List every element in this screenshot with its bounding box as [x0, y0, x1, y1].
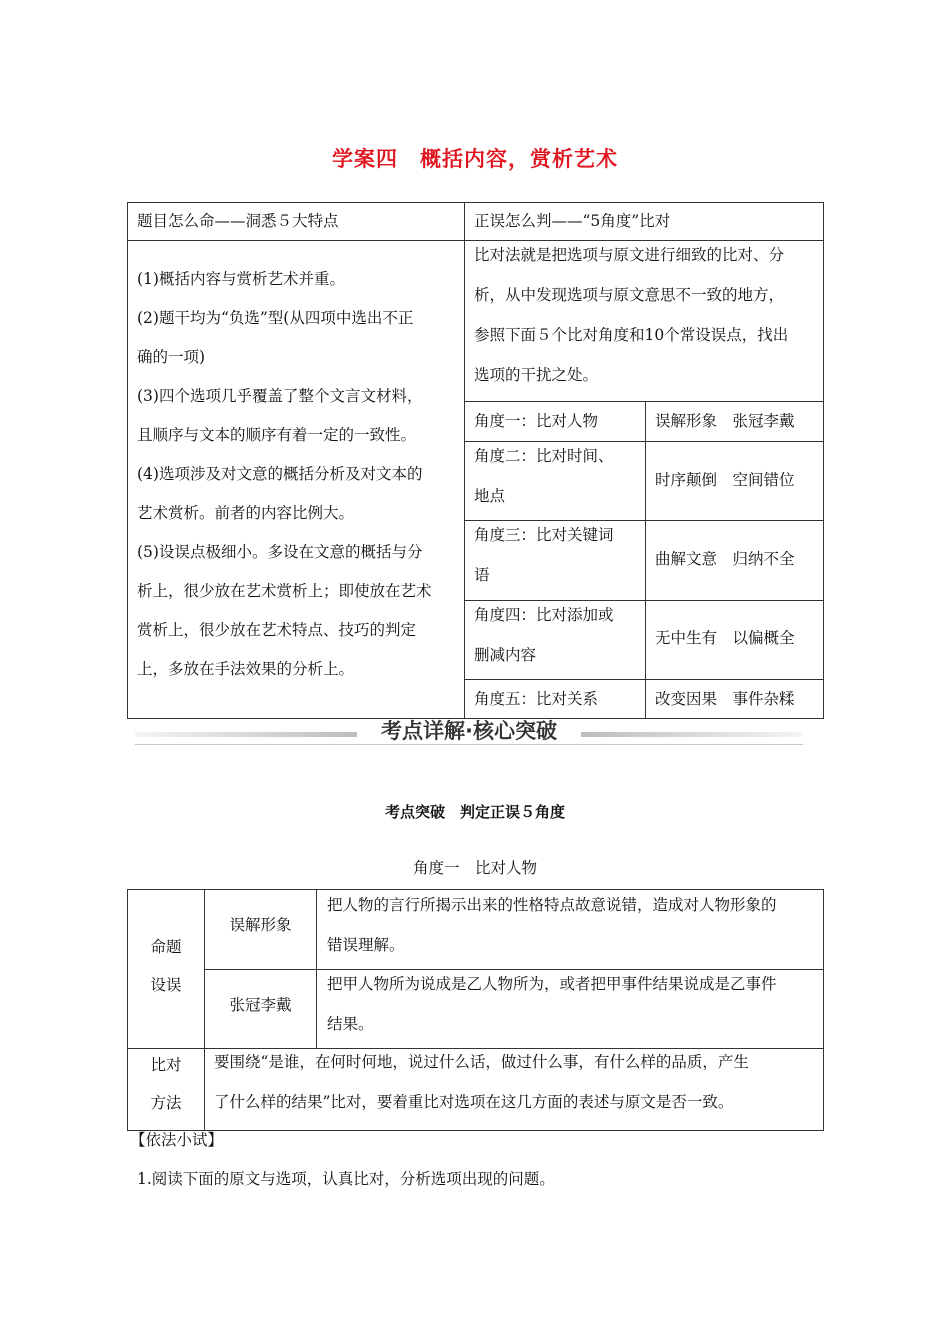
banner-text: 考点详解·核心突破: [381, 719, 557, 743]
angle-2-errors: 时序颠倒 空间错位: [655, 471, 795, 489]
question-text: 1.阅读下面的原文与选项，认真比对，分析选项出现的问题。: [137, 1170, 555, 1188]
feature-line: (1)概括内容与赏析艺术并重。: [137, 270, 345, 288]
intro-line: 参照下面５个比对角度和10个常设误点，找出: [474, 326, 789, 344]
feature-line: 且顺序与文本的顺序有着一定的一致性。: [137, 426, 417, 444]
angle-2-label-line2: 地点: [474, 487, 506, 505]
angle-3-label-line2: 语: [474, 566, 490, 584]
feature-line: 析上，很少放在艺术赏析上；即使放在艺术: [137, 582, 432, 600]
angle-1-errors: 误解形象 张冠李戴: [655, 412, 795, 430]
section-banner: [135, 715, 803, 749]
method-label: 比对 方法: [150, 1056, 182, 1112]
feature-line: 赏析上，很少放在艺术特点、技巧的判定: [137, 621, 417, 639]
feature-line: (2)题干均为“负选”型(从四项中选出不正: [137, 309, 414, 327]
angle-3-label-line1: 角度三：比对关键词: [474, 526, 614, 544]
angle-5-label: 角度五：比对关系: [474, 690, 599, 708]
angle-5-errors: 改变因果 事件杂糅: [655, 690, 795, 708]
intro-line: 析，从中发现选项与原文意思不一致的地方，: [474, 286, 785, 304]
misattribution-label: 张冠李戴: [229, 996, 292, 1014]
header-right: 正误怎么判——“5角度”比对: [474, 212, 671, 230]
angle-heading: 角度一 比对人物: [412, 859, 537, 877]
angle-4-label-line2: 删减内容: [474, 646, 537, 664]
feature-line: (5)设误点极细小。多设在文意的概括与分: [137, 543, 423, 561]
error-setting-label: 命题 设误: [150, 938, 182, 994]
feature-line: 上，多放在手法效果的分析上。: [137, 660, 355, 678]
angle-1-label: 角度一：比对人物: [474, 412, 599, 430]
page-title: [0, 143, 950, 173]
angle-4-label-line1: 角度四：比对添加或: [474, 606, 614, 624]
intro-line: 选项的干扰之处。: [474, 366, 599, 384]
header-left: 题目怎么命——洞悉５大特点: [137, 212, 339, 230]
title-part1: 学案四: [332, 147, 398, 171]
features-list: [137, 260, 462, 689]
angle-4-errors: 无中生有 以偏概全: [655, 629, 795, 647]
misread-image-desc: 把人物的言行所揭示出来的性格特点故意说错，造成对人物形象的 错误理解。: [327, 896, 777, 954]
section-title: 考点突破 判定正误５角度: [384, 803, 565, 821]
practice-heading: 【依法小试】: [130, 1131, 224, 1149]
feature-line: (4)选项涉及对文意的概括分析及对文本的: [137, 465, 423, 483]
feature-line: (3)四个选项几乎覆盖了整个文言文材料，: [137, 387, 423, 405]
method-intro: [474, 235, 819, 395]
method-desc: 要围绕“是谁，在何时何地，说过什么话，做过什么事，有什么样的品质，产生 了什么样的结果”比对，要着重比对选项在这几方面的表述与原文是否一致。: [214, 1053, 749, 1111]
overview-table: [127, 202, 824, 719]
angle-one-table: [127, 889, 824, 1131]
angle-3-errors: 曲解文意 归纳不全: [655, 550, 795, 568]
angle-2-label-line1: 角度二：比对时间、: [474, 447, 614, 465]
misread-image-label: 误解形象: [229, 916, 292, 934]
feature-line: 艺术赏析。前者的内容比例大。: [137, 504, 355, 522]
feature-line: 确的一项): [137, 348, 206, 366]
misattribution-desc: 把甲人物所为说成是乙人物所为，或者把甲事件结果说成是乙事件 结果。: [327, 975, 777, 1033]
title-part2: 概括内容，赏析艺术: [420, 147, 618, 171]
intro-line: 比对法就是把选项与原文进行细致的比对、分: [474, 246, 785, 264]
